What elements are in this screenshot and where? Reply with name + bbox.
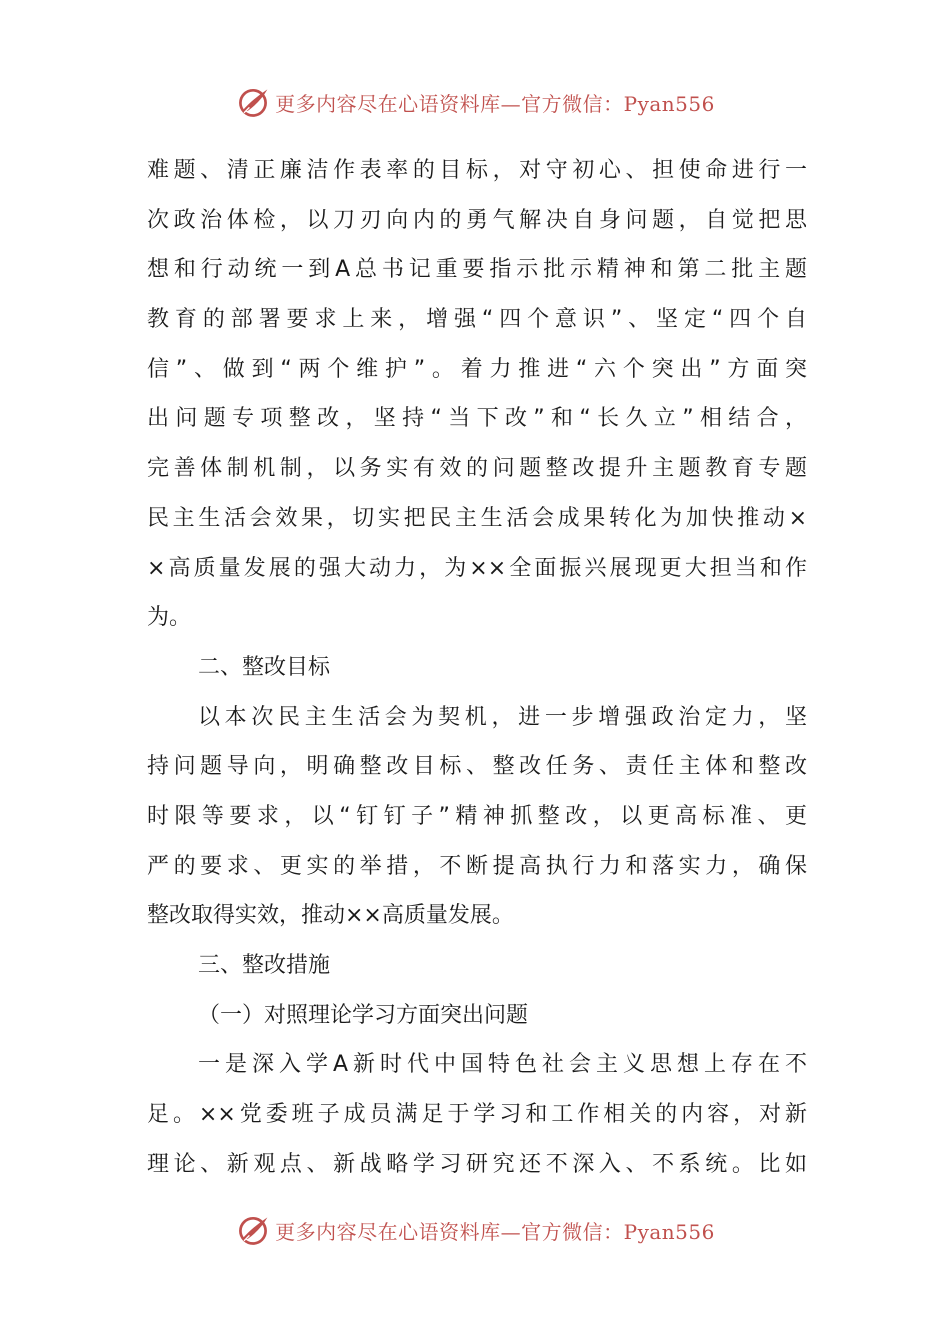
text-line: ×高质量发展的强大动力，为××全面振兴展现更大担当和作 [147,555,807,581]
text-line: （一）对照理论学习方面突出问题 [198,1002,529,1028]
header-watermark-text: 更多内容尽在心语资料库—官方微信：Pyan556 [275,91,715,116]
text-line: 整改取得实效，推动××高质量发展。 [147,903,514,929]
text-line: 以本次民主生活会为契机，进一步增强政治定力，坚 [198,704,807,730]
text-line: 为。 [147,605,192,631]
text-line: 足。××党委班子成员满足于学习和工作相关的内容，对新 [147,1102,807,1128]
text-line: 信”、做到“两个维护”。着力推进“六个突出”方面突 [147,356,807,382]
text-line: 严的要求、更实的举措，不断提高执行力和落实力，确保 [147,853,807,879]
text-line: 三、整改措施 [198,953,331,978]
text-line: 难题、清正廉洁作表率的目标，对守初心、担使命进行一 [147,158,807,183]
text-line: 教育的部署要求上来，增强“四个意识”、坚定“四个自 [147,307,807,333]
text-line: 二、整改目标 [198,654,331,680]
text-line: 理论、新观点、新战略学习研究还不深入、不系统。比如 [147,1151,807,1177]
text-line: 一是深入学A新时代中国特色社会主义思想上存在不 [198,1052,807,1078]
text-line: 完善体制机制，以务实有效的问题整改提升主题教育专题 [147,456,807,482]
text-line: 出问题专项整改，坚持“当下改”和“长久立”相结合， [147,406,807,432]
footer-watermark [0,1208,950,1252]
pen-logo-icon [235,84,271,120]
footer-watermark-text: 更多内容尽在心语资料库—官方微信：Pyan556 [275,1219,715,1244]
pen-logo-icon [235,1212,271,1248]
header-watermark [0,80,950,124]
text-line: 想和行动统一到A总书记重要指示批示精神和第二批主题 [147,257,807,283]
text-line: 次政治体检，以刀刃向内的勇气解决自身问题，自觉把思 [147,207,807,233]
text-line: 民主生活会效果，切实把民主生活会成果转化为加快推动× [147,505,807,531]
text-line: 时限等要求，以“钉钉子”精神抓整改，以更高标准、更 [147,803,807,829]
document-body [147,146,807,1189]
text-line: 持问题导向，明确整改目标、整改任务、责任主体和整改 [147,754,807,780]
